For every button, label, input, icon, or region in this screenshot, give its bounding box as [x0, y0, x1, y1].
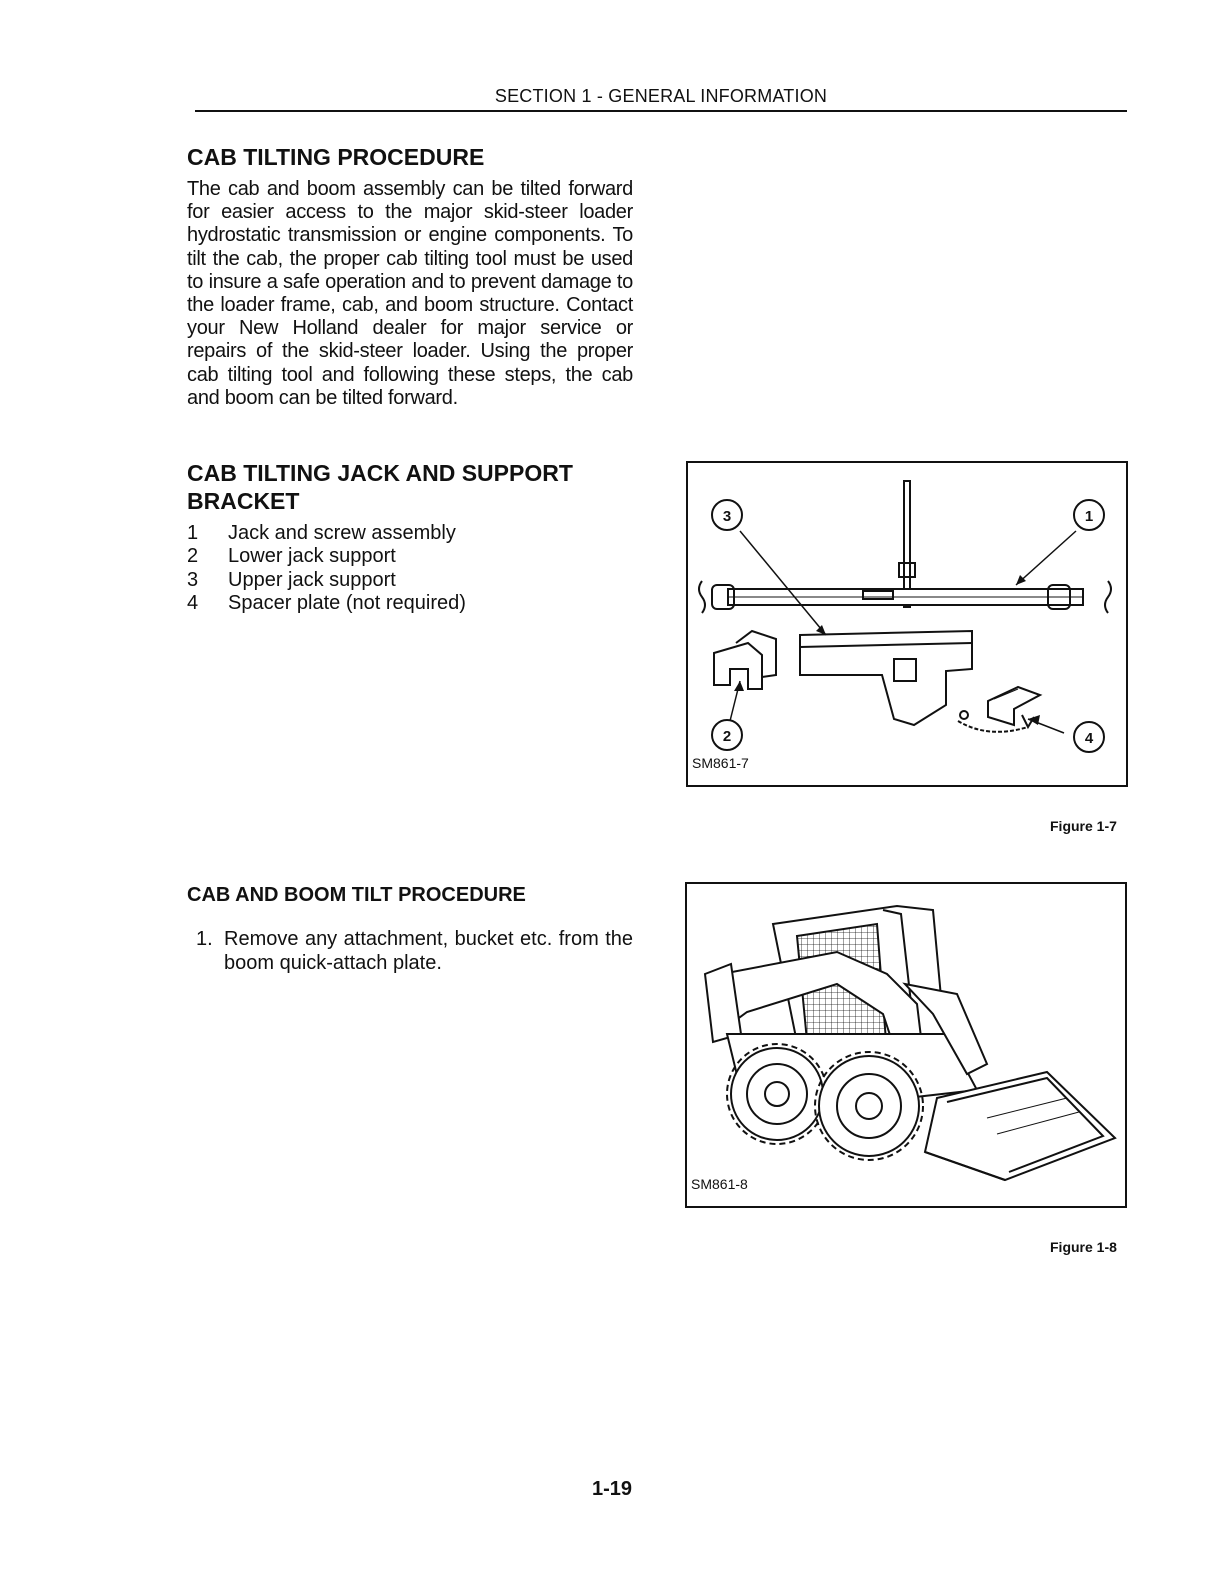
figure-caption: Figure 1-8	[1050, 1239, 1117, 1255]
figure-1-7	[686, 461, 1128, 787]
callout-label-4: 4	[1084, 730, 1094, 747]
step-number: 1.	[196, 928, 213, 950]
section-header: SECTION 1 - GENERAL INFORMATION	[494, 86, 828, 106]
page-number: 1-19	[591, 1478, 633, 1500]
callout-label-3: 3	[722, 508, 732, 525]
jack-assembly-illustration	[688, 463, 1126, 785]
item-label: Upper jack support	[228, 568, 396, 591]
item-number: 2	[187, 545, 199, 568]
list-item	[187, 522, 607, 545]
skid-steer-illustration	[687, 884, 1125, 1206]
item-label: Lower jack support	[228, 545, 396, 568]
boom-tilt-title: CAB AND BOOM TILT PROCEDURE	[187, 884, 526, 906]
cab-tilting-body: The cab and boom assembly can be tilted forward for easier access to the major skid-steer loader hydrostatic transmission or engine components. To tilt the cab, the proper cab tilting tool must be used to insure a safe operation and to prevent damage to the loader frame, cab, and boom structure. Contact your New Holland dealer for major service or repairs of the skid-steer loader. Using the proper cab tilting tool and following these steps, the cab and boom can be tilted forward.	[187, 178, 633, 409]
header-rule	[195, 110, 1127, 112]
callout-label-2: 2	[722, 728, 732, 745]
list-item	[187, 545, 607, 568]
figure-caption: Figure 1-7	[1050, 818, 1117, 834]
jack-bracket-title-line1: CAB TILTING JACK AND SUPPORT	[187, 460, 573, 486]
step-text: Remove any attachment, bucket etc. from the boom quick-attach plate.	[224, 928, 633, 974]
figure-code: SM861-8	[691, 1176, 748, 1192]
item-number: 1	[187, 522, 199, 544]
figure-code: SM861-7	[692, 755, 749, 771]
parts-list	[187, 522, 607, 615]
item-label: Spacer plate (not required)	[228, 591, 466, 614]
procedure-step	[196, 927, 633, 975]
item-number: 3	[187, 568, 199, 591]
callout-label-1: 1	[1084, 508, 1094, 525]
figure-1-8	[685, 882, 1127, 1208]
cab-tilting-title: CAB TILTING PROCEDURE	[187, 144, 485, 170]
list-item	[187, 569, 607, 592]
item-number: 4	[187, 591, 199, 614]
jack-bracket-title-line2: BRACKET	[187, 488, 300, 514]
item-label: Jack and screw assembly	[228, 522, 456, 544]
list-item	[187, 592, 607, 615]
